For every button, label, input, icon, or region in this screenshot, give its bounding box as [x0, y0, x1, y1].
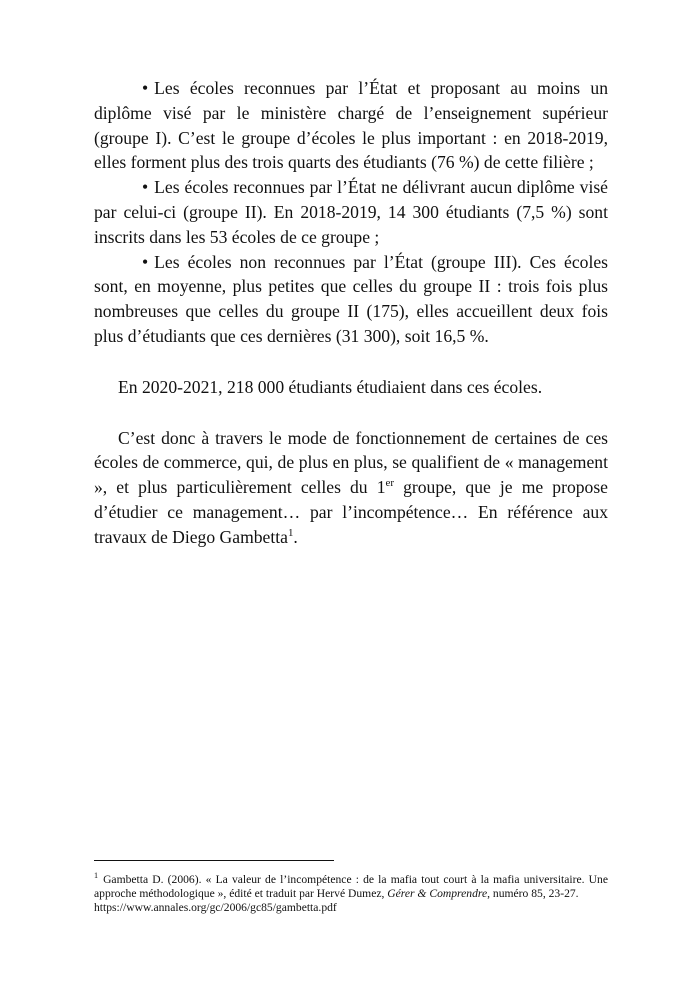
- bullet-text: Les écoles non reconnues par l’État (groupe III). Ces écoles sont, en moyenne, plus petites que celles du groupe II : trois fois plus nombreuses que celles du groupe II (175), elles accueillent deux fois plus d’étudiants que ces dernières (31 300), soit 16,5 %.: [94, 251, 608, 346]
- bullet-text: Les écoles reconnues par l’État ne délivrant aucun diplôme visé par celui-ci (groupe II). En 2018-2019, 14 300 étudiants (7,5 %) sont inscrits dans les 53 écoles de ce groupe ;: [94, 177, 608, 247]
- footnote-reference[interactable]: 1: [287, 526, 294, 539]
- bullet-icon: •: [142, 177, 149, 198]
- closing-text-part-3: .: [293, 526, 298, 547]
- paragraph-2020-2021: En 2020-2021, 218 000 étudiants étudiaient dans ces écoles.: [118, 376, 543, 397]
- paragraph-spacer: [94, 400, 608, 426]
- bullet-item-group-2: [94, 175, 608, 249]
- footnote: [94, 873, 608, 916]
- footnote-number: 1: [94, 871, 99, 881]
- footnote-citation-end: , numéro 85, 23-27.: [487, 887, 579, 901]
- paragraph-spacer: [94, 349, 608, 375]
- ordinal-superscript: er: [385, 477, 394, 490]
- bullet-icon: •: [142, 78, 149, 98]
- closing-paragraph: [94, 426, 608, 550]
- closing-text-part-1: C’est donc à travers le mode de fonctionnement de certaines de ces écoles de commerce, qui, de plus en plus, se qualifient de « management », et plus particulièrement celles du 1: [94, 427, 608, 498]
- bullet-item-group-3: [94, 250, 608, 349]
- bullet-item-group-1: [94, 76, 608, 175]
- body-text: [94, 76, 608, 550]
- footnote-separator: [94, 860, 334, 861]
- footnote-url-link[interactable]: https://www.annales.org/gc/2006/gc85/gambetta.pdf: [94, 901, 337, 915]
- bullet-text: Les écoles reconnues par l’État et proposant au moins un diplôme visé par le ministère chargé de l’enseignement supérieur (groupe I). C’est le groupe d’écoles le plus important : en 2018-2019, elles forment plus des trois quarts des étudiants (76 %) de cette filière ;: [94, 78, 608, 173]
- footnote-citation: Gambetta D. (2006). « La valeur de l’incompétence : de la mafia tout court à la mafia universitaire. Une approche méthodologique », édité et traduit par Hervé Dumez,: [94, 873, 608, 901]
- footnote-journal-title: Gérer & Comprendre: [387, 887, 488, 901]
- footnote-text: [94, 873, 608, 901]
- bullet-icon: •: [142, 251, 149, 272]
- closing-text-part-2: groupe, que je me propose d’étudier ce management… par l’incompétence… En référence aux travaux de Diego Gambetta: [94, 477, 608, 547]
